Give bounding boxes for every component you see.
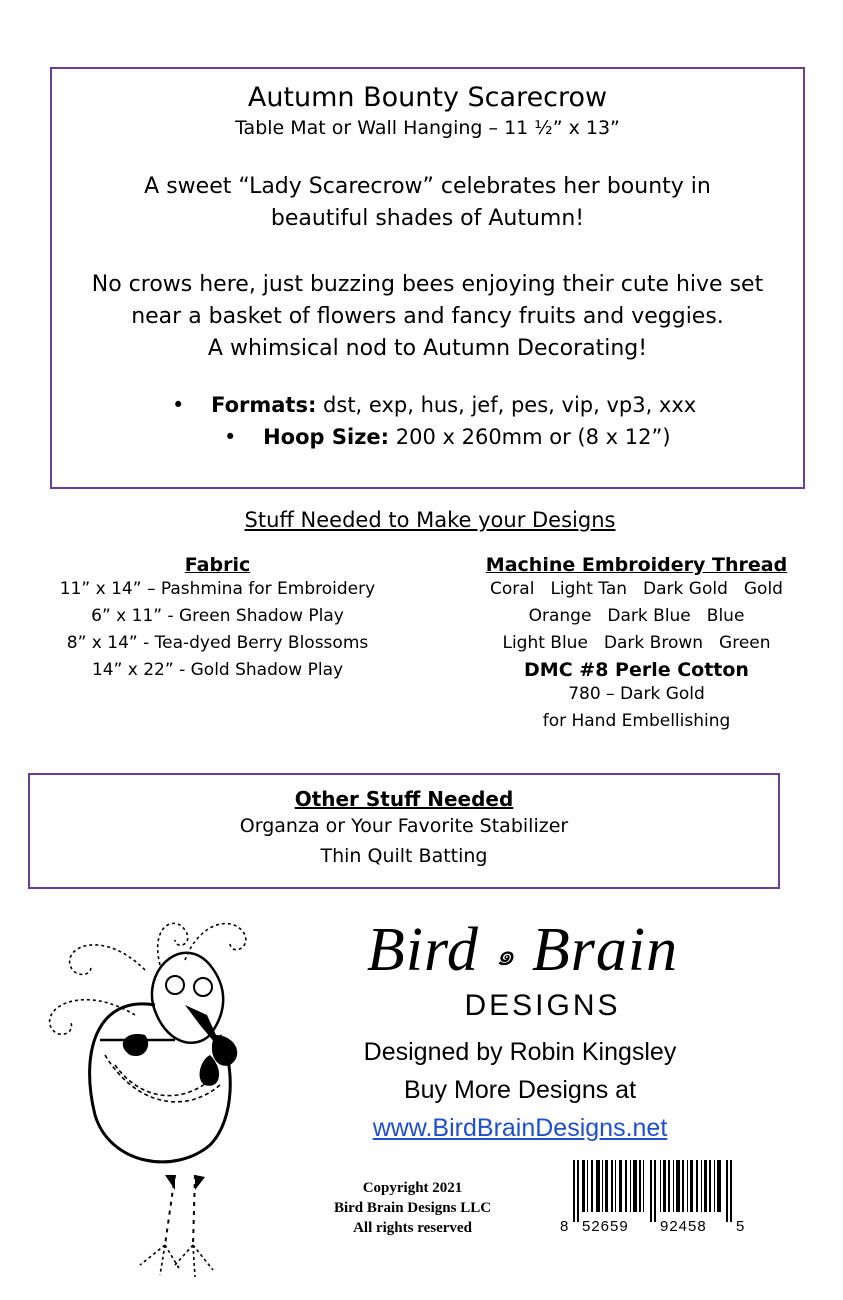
barcode-bars <box>568 1160 748 1222</box>
brand-logo <box>345 915 700 1021</box>
fabric-list: 11” x 14” – Pashmina for Embroidery 6” x 11” - Green Shadow Play 8” x 14” - Tea-dyed Berry Blossoms 14” x 22” - Gold Shadow Play <box>59 579 376 680</box>
product-subtitle: Table Mat or Wall Hanging – 11 ½” x 13” <box>235 117 620 139</box>
thread-heading: Machine Embroidery Thread <box>485 554 788 576</box>
stuff-needed-heading: Stuff Needed to Make your Designs <box>244 508 616 532</box>
designed-by: Designed by Robin Kingsley <box>363 1038 677 1066</box>
logo-subtitle: DESIGNS <box>464 988 621 1022</box>
bird-illustration <box>35 905 285 1285</box>
swirl-icon: ๑ <box>495 938 516 972</box>
copyright-block: Copyright 2021 Bird Brain Designs LLC All rights reserved <box>333 1180 492 1236</box>
other-heading: Other Stuff Needed <box>294 787 514 811</box>
product-title: Autumn Bounty Scarecrow <box>247 82 608 113</box>
dmc-heading: DMC #8 Perle Cotton <box>524 659 749 681</box>
brand-credits <box>330 1033 710 1147</box>
fabric-heading: Fabric <box>184 554 251 576</box>
description-para-2: No crows here, just buzzing bees enjoying their cute hive set near a basket of flowers and fancy fruits and veggies. A whimsical nod to Autumn Decorating! <box>91 272 764 361</box>
other-list: Organza or Your Favorite Stabilizer Thin Quilt Batting <box>239 815 569 867</box>
dmc-list: 780 – Dark Gold for Hand Embellishing <box>542 684 731 731</box>
thread-column <box>430 554 843 735</box>
website-link[interactable]: www.BirdBrainDesigns.net <box>372 1114 668 1142</box>
thread-list: Coral Light Tan Dark Gold Gold Orange Dark Blue Blue Light Blue Dark Brown Green <box>490 579 783 653</box>
barcode: 8 52659 92458 5 <box>560 1160 750 1242</box>
logo-word-brain: Brain <box>531 916 679 984</box>
buy-more: Buy More Designs at <box>403 1076 637 1104</box>
formats-item: • Formats: dst, exp, hus, jef, pes, vip, vp3, xxx <box>172 393 697 417</box>
spec-list <box>52 389 803 453</box>
logo-word-bird: Bird <box>366 916 479 984</box>
other-stuff-box <box>28 773 780 889</box>
fabric-column <box>40 554 395 684</box>
product-info-box <box>50 67 805 489</box>
description-para-1: A sweet “Lady Scarecrow” celebrates her bounty in beautiful shades of Autumn! <box>144 174 711 231</box>
hoop-size-item: • Hoop Size: 200 x 260mm or (8 x 12”) <box>224 425 671 449</box>
